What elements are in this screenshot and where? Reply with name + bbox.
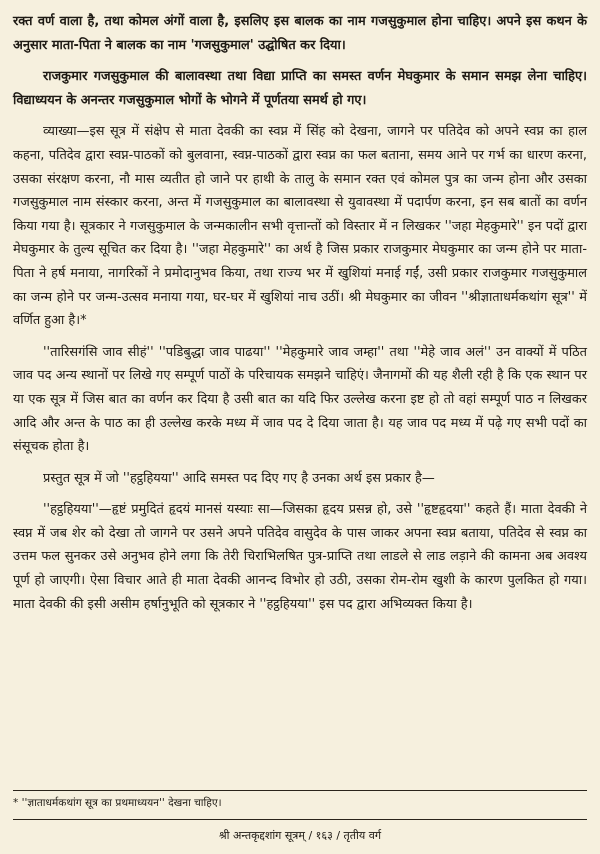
paragraph-jaav-usage: ''तारिसगंसि जाव सीहं'' ''पडिबुद्धा जाव पाढया'' ''मेहकुमारे जाव जम्हा'' तथा ''मेहे जाव अलं'' उन वाक्यों में पठित जाव पद अन्य स्थानों पर लिखे गए सम्पूर्ण पाठों के परिचायक समझने चाहिएं। जैनागमों की यह शैली रही है कि एक स्थान पर या एक सूत्र में जिस बात का वर्णन कर दिया है उसी बात का यदि फिर उल्लेख करना इष्ट हो तो वहां सम्पूर्ण पाठ न लिखकर आदि और अन्त के पाठ का ही उल्लेख करके मध्य में जाव पद दे दिया जाता है। यह जाव पद मध्य में पढ़े गए सभी पदों का संसूचक होता है। [13,344,587,455]
footnote-divider [13,790,587,791]
paragraph-commentary: व्याख्या—इस सूत्र में संक्षेप से माता देवकी का स्वप्न में सिंह को देखना, जागने पर पतिदेव को अपने स्वप्न का हाल कहना, पतिदेव द्वारा स्वप्न-पाठकों को बुलवाना, स्वप्न-पाठकों द्वारा स्वप्न का फल बताना, समय आने पर गर्भ का धारण करना, उसका संरक्षण करना, नौ मास व्यतीत हो जाने पर हाथी के तालु के समान रक्त एवं कोमल पुत्र का जन्म होना और उसका गजसुकुमाल नाम संस्कार करना, अन्त में गजसुकुमाल का बालावस्था से युवावस्था में पदार्पण करना, इन सब बातों का वर्णन किया गया है। सूत्रकार ने गजसुकुमाल के जन्मकालीन सभी वृत्तान्तों को विस्तार में न लिखकर ''जहा मेहकुमारे'' इन पदों द्वारा मेघकुमार के तुल्य सूचित कर दिया है। ''जहा मेहकुमारे'' का अर्थ है जिस प्रकार राजकुमार मेघकुमार का जन्म होने पर माता-पिता ने हर्ष मनाया, नागरिकों ने प्रमोदानुभव किया, तथा राज्य भर में खुशियां मनाई गईं, उसी प्रकार राजकुमार गजसुकुमाल का जन्म होने पर जन्म-उत्सव मनाया गया, घर-घर में खुशियां नाच उठीं। श्री मेघकुमार का जीवन ''श्रीज्ञाताधर्मकथांग सूत्र'' में वर्णित हुआ है।* [13,124,587,329]
footnote: * ''ज्ञाताधर्मकथांग सूत्र का प्रथमाध्ययन'' देखना चाहिए। [13,797,222,809]
footer-divider [13,819,587,820]
paragraph-birth-naming: रक्त वर्ण वाला है, तथा कोमल अंगों वाला है, इसलिए इस बालक का नाम गजसुकुमाल होना चाहिए। अपने इस कथन के अनुसार माता-पिता ने बालक का नाम 'गजसुकुमाल' उद्घोषित कर दिया। [13,14,587,53]
page-footer: श्री अन्तकृद्दशांग सूत्रम् / १६३ / तृतीय वर्ग [218,829,382,842]
paragraph-childhood-education: राजकुमार गजसुकुमाल की बालावस्था तथा विद्या प्राप्ति का समस्त वर्णन मेघकुमार के समान समझ लेना चाहिए। विद्याध्ययन के अनन्तर गजसुकुमाल भोगों के भोगने में पूर्णतया समर्थ हो गए। [13,69,587,108]
paragraph-terms-intro: प्रस्तुत सूत्र में जो ''हट्ठहियया'' आदि समस्त पद दिए गए है उनका अर्थ इस प्रकार है— [43,470,435,486]
paragraph-hatthahiyaya-meaning: ''हट्ठहियया''—हृष्टं प्रमुदितं हृदयं मानसं यस्याः सा—जिसका हृदय प्रसन्न हो, उसे ''हृष्टहृदया'' कहते हैं। माता देवकी ने स्वप्न में जब शेर को देखा तो जागने पर उसने अपने पतिदेव वासुदेव के पास जाकर अपना स्वप्न बताया, पतिदेव से स्वप्न का उत्तम फल सुनकर उसे अनुभव होने लगा कि तेरी चिराभिलषित पुत्र-प्राप्ति तथा लाडले से लाड लड़ाने की कामना अब अवश्य पूर्ण हो जाएगी। ऐसा विचार आते ही माता देवकी आनन्द विभोर हो उठी, उसका रोम-रोम खुशी के कारण पुलकित हो गया। माता देवकी की इसी असीम हर्षानुभूति को सूत्रकार ने ''हट्ठहियया'' इस पद द्वारा अभिव्यक्त किया है। [13,502,587,612]
